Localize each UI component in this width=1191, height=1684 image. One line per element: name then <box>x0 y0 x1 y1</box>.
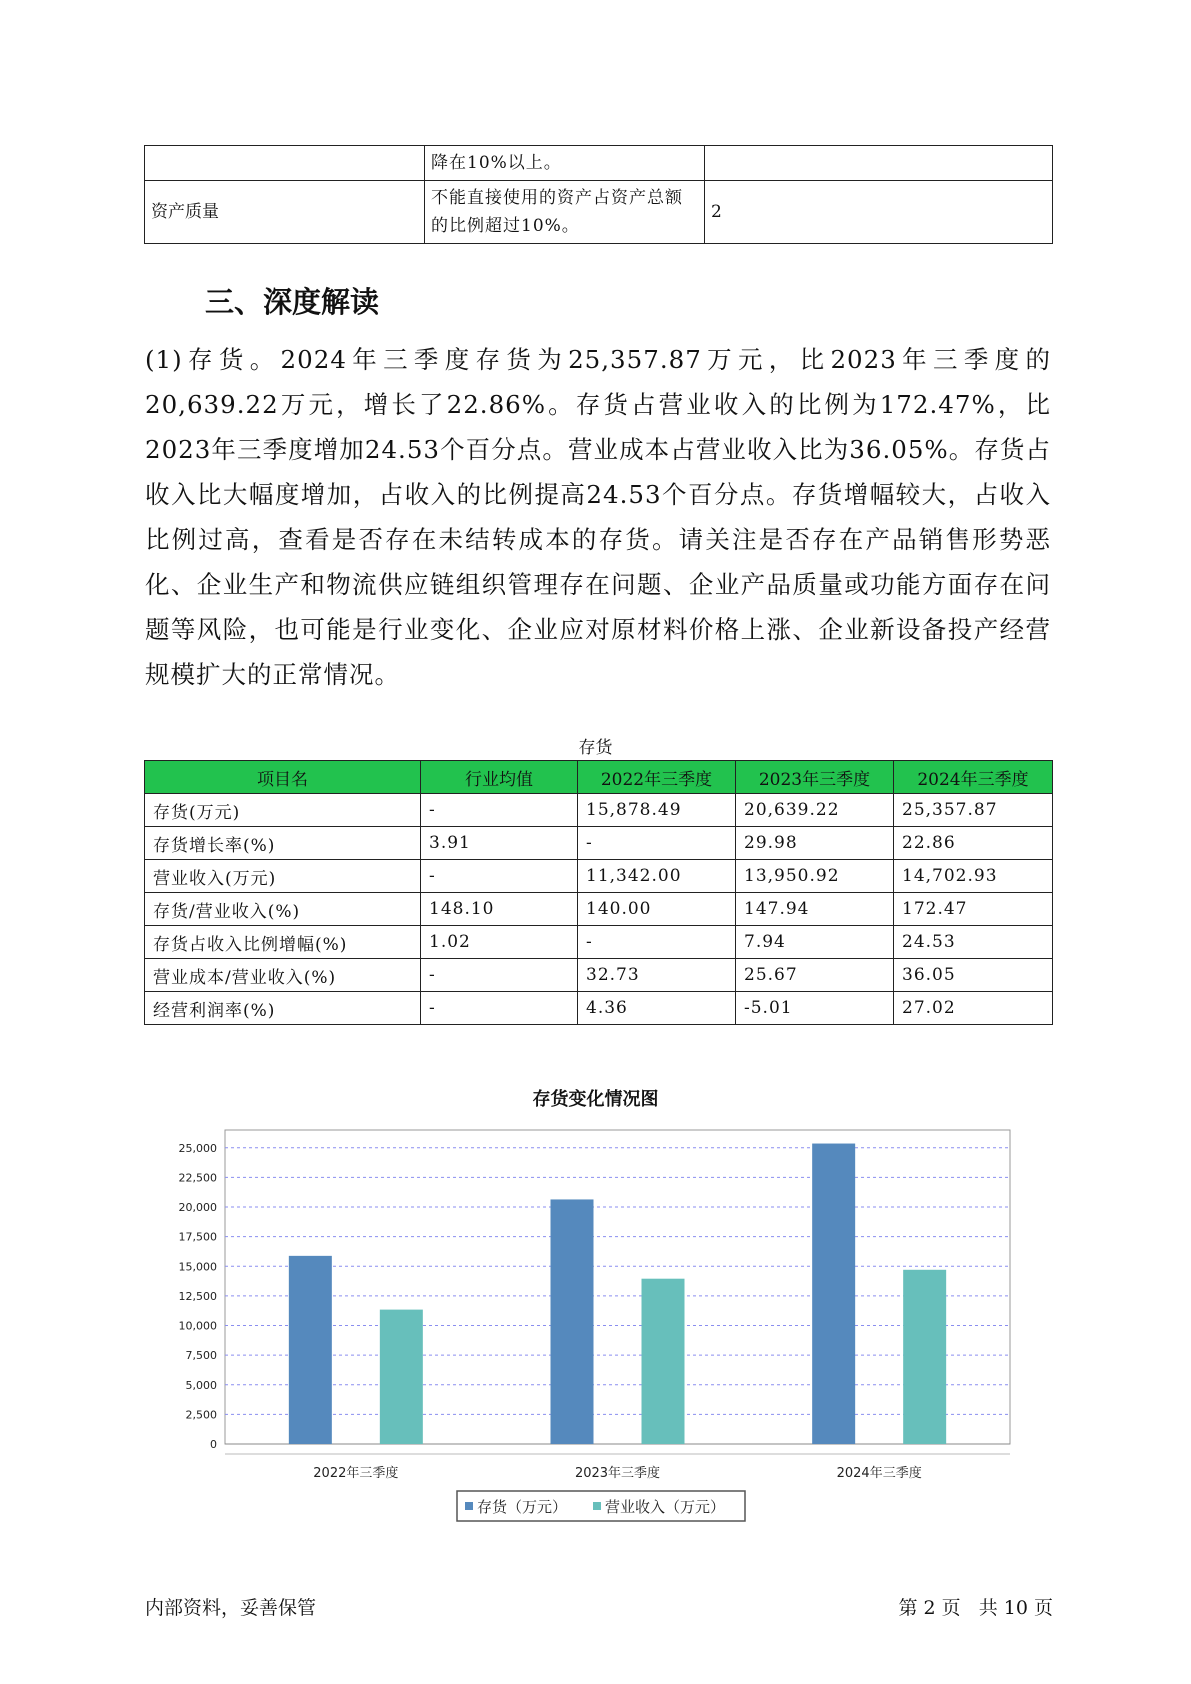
risk-indicator-table <box>144 145 1053 244</box>
table-cell: 172.47 <box>894 893 1053 926</box>
chart-title: 存货变化情况图 <box>532 1089 659 1110</box>
table-cell: 148.10 <box>421 893 578 926</box>
x-tick-label: 2022年三季度 <box>313 1466 399 1481</box>
table-cell: 经营利润率(%) <box>145 992 421 1025</box>
table-cell: 147.94 <box>736 893 894 926</box>
table-cell: 存货/营业收入(%) <box>145 893 421 926</box>
table-cell: 营业成本/营业收入(%) <box>145 959 421 992</box>
y-tick-label: 17,500 <box>178 1230 217 1244</box>
y-tick-label: 20,000 <box>178 1201 217 1215</box>
table-header-cell: 2024年三季度 <box>894 761 1053 794</box>
table-cell: 2 <box>705 181 1053 244</box>
table-cell: 29.98 <box>736 827 894 860</box>
table-cell: - <box>421 860 578 893</box>
bar <box>642 1279 685 1444</box>
table-cell: 1.02 <box>421 926 578 959</box>
table-cell: 15,878.49 <box>578 794 736 827</box>
y-tick-label: 15,000 <box>178 1260 217 1274</box>
table-row <box>145 146 1053 181</box>
table-header-cell: 项目名 <box>145 761 421 794</box>
table-cell: - <box>421 959 578 992</box>
table-cell: 36.05 <box>894 959 1053 992</box>
y-tick-label: 7,500 <box>185 1349 217 1363</box>
table-cell: -5.01 <box>736 992 894 1025</box>
table-cell: 3.91 <box>421 827 578 860</box>
table-cell: 25.67 <box>736 959 894 992</box>
y-tick-label: 0 <box>210 1438 217 1451</box>
table-cell: 存货占收入比例增幅(%) <box>145 926 421 959</box>
table-cell <box>705 146 1053 181</box>
table-cell: 存货增长率(%) <box>145 827 421 860</box>
legend-label: 存货（万元） <box>477 1498 568 1516</box>
table-cell: 22.86 <box>894 827 1053 860</box>
table-cell: 32.73 <box>578 959 736 992</box>
table-row <box>145 794 1053 827</box>
table-cell: 7.94 <box>736 926 894 959</box>
table-cell: 25,357.87 <box>894 794 1053 827</box>
y-tick-label: 2,500 <box>185 1408 217 1422</box>
footer-page-number: 第 2 页 共 10 页 <box>898 1597 1053 1619</box>
bar <box>289 1256 332 1444</box>
table-cell: 20,639.22 <box>736 794 894 827</box>
table-header-cell: 2022年三季度 <box>578 761 736 794</box>
table-cell: - <box>421 992 578 1025</box>
inventory-table <box>144 760 1053 1025</box>
legend-swatch <box>465 1502 473 1510</box>
table-cell: - <box>578 827 736 860</box>
table-cell: 存货(万元) <box>145 794 421 827</box>
table-cell: 营业收入(万元) <box>145 860 421 893</box>
bar <box>812 1144 855 1444</box>
table-row <box>145 893 1053 926</box>
y-tick-label: 12,500 <box>178 1289 217 1303</box>
table-cell <box>145 146 425 181</box>
table-row <box>145 926 1053 959</box>
table-cell: 降在10%以上。 <box>425 146 705 181</box>
analysis-paragraph: (1)存货。2024年三季度存货为25,357.87万元，比2023年三季度的20,639.22万元，增长了22.86%。存货占营业收入的比例为172.47%，比2023年三季度增加24.53个百分点。营业成本占营业收入比为36.05%。存货占收入比大幅度增加，占收入的比例提高24.53个百分点。存货增幅较大，占收入比例过高，查看是否存在未结转成本的存货。请关注是否存在产品销售形势恶化、企业生产和物流供应链组织管理存在问题、企业产品质量或功能方面存在问题等风险，也可能是行业变化、企业应对原材料价格上涨、企业新设备投产经营规模扩大的正常情况。 <box>145 345 1051 689</box>
y-tick-label: 5,000 <box>185 1378 217 1392</box>
table-cell: 资产质量 <box>145 181 425 244</box>
table-cell: 不能直接使用的资产占资产总额的比例超过10%。 <box>425 181 705 244</box>
bar <box>380 1310 423 1444</box>
table-cell: 140.00 <box>578 893 736 926</box>
x-tick-label: 2024年三季度 <box>836 1466 922 1481</box>
legend-swatch <box>593 1502 601 1510</box>
table-cell: 27.02 <box>894 992 1053 1025</box>
table-cell: 4.36 <box>578 992 736 1025</box>
footer-confidential: 内部资料，妥善保管 <box>145 1597 317 1619</box>
table-row <box>145 959 1053 992</box>
table-cell: - <box>578 926 736 959</box>
table-cell: 11,342.00 <box>578 860 736 893</box>
bar <box>551 1199 594 1444</box>
table-row <box>145 181 1053 244</box>
table-row <box>145 992 1053 1025</box>
table-row <box>145 860 1053 893</box>
table-cell: 24.53 <box>894 926 1053 959</box>
y-tick-label: 25,000 <box>178 1141 217 1155</box>
table-header-cell: 行业均值 <box>421 761 578 794</box>
table-cell: 13,950.92 <box>736 860 894 893</box>
section-heading: 三、深度解读 <box>205 285 380 319</box>
table-cell: - <box>421 794 578 827</box>
table-row <box>145 827 1053 860</box>
legend-label: 营业收入（万元） <box>605 1498 726 1516</box>
table-caption: 存货 <box>578 738 613 758</box>
bar <box>903 1270 946 1444</box>
y-tick-label: 22,500 <box>178 1171 217 1185</box>
inventory-bar-chart <box>0 1110 1191 1540</box>
table-cell: 14,702.93 <box>894 860 1053 893</box>
x-tick-label: 2023年三季度 <box>574 1466 661 1481</box>
table-header-cell: 2023年三季度 <box>736 761 894 794</box>
y-tick-label: 10,000 <box>178 1319 217 1333</box>
